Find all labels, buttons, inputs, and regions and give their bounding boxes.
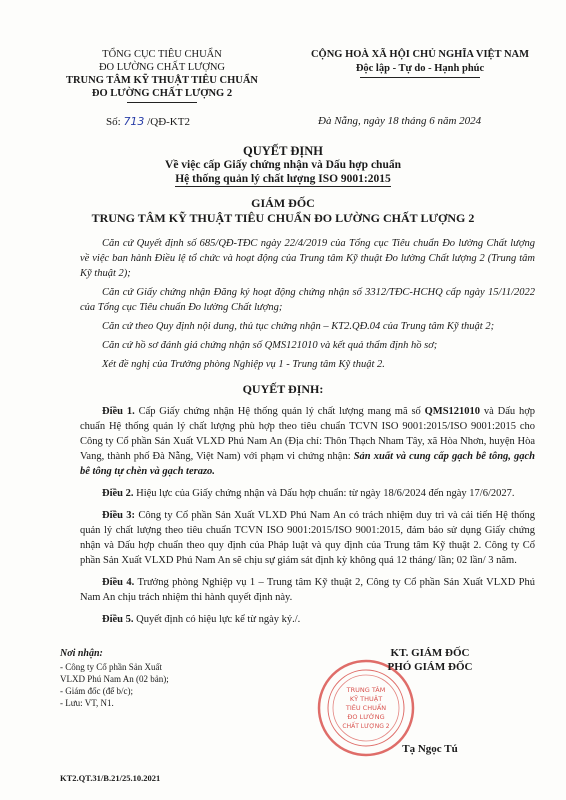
national-motto: Độc lập - Tự do - Hạnh phúc — [355, 63, 485, 74]
form-code: KT2.QT.31/B.21/25.10.2021 — [60, 773, 161, 783]
recipient-line-3: - Giám đốc (để b/c); — [60, 686, 133, 696]
authority-heading — [0, 196, 566, 226]
authority-line-1: GIÁM ĐỐC — [251, 196, 315, 210]
article-4-label: Điều 4. — [102, 577, 135, 588]
stamp-text-2: KỸ THUẬT — [349, 695, 383, 703]
signature-block — [340, 646, 520, 756]
article-1-label: Điều 1. — [102, 406, 135, 417]
recitals — [80, 236, 535, 376]
title-line-1: QUYẾT ĐỊNH — [243, 144, 323, 158]
doc-number-suffix: /QĐ-KT2 — [147, 116, 190, 128]
signer-line-1: KT. GIÁM ĐỐC — [390, 647, 470, 659]
stamp-text-5: CHẤT LƯỢNG 2 — [342, 723, 390, 730]
place-date: Đà Nẵng, ngày 18 tháng 6 năm 2024 — [318, 115, 482, 127]
decision-heading: QUYẾT ĐỊNH: — [242, 382, 324, 396]
title-line-2: Về việc cấp Giấy chứng nhận và Dấu hợp chuẩn — [165, 159, 401, 171]
article-5-text: Quyết định có hiệu lực kể từ ngày ký./. — [136, 614, 301, 625]
issuing-agency-header — [62, 48, 262, 103]
recital-3: Căn cứ theo Quy định nội dung, thủ tục chứng nhận – KT2.QĐ.04 của Trung tâm Kỹ thuật 2; — [102, 321, 495, 332]
document-number — [106, 115, 190, 128]
article-1-text-mid: và Dấu hợp chuẩn Hệ thống quản lý chất lượng phù hợp theo tiêu chuẩn TCVN ISO 9001:2015/ISO 9001:2015 cho Công ty Cổ phần Sản Xuất VLXD Phú Nam An (Địa chỉ: Thôn Thạch Nham Tây, xã Hòa Nhơn, huyện Hòa Vang, thành phố Đà Nẵng, Việt Nam) với phạm vi chứng nhận: — [80, 406, 536, 462]
article-5-label: Điều 5. — [102, 614, 134, 625]
article-3 — [80, 508, 535, 568]
center-line-1: TRUNG TÂM KỸ THUẬT TIÊU CHUẨN — [65, 75, 259, 86]
stamp-text-3: TIÊU CHUẨN — [345, 704, 387, 712]
agency-line-2: ĐO LƯỜNG CHẤT LƯỢNG — [98, 62, 226, 73]
article-1-text-pre: Cấp Giấy chứng nhận Hệ thống quản lý chất lượng mang mã số — [138, 406, 421, 417]
article-1-scope: Sản xuất và cung cấp gạch bê tông, gạch bê tông tự chèn và gạch terazo. — [80, 451, 536, 477]
authority-line-2: TRUNG TÂM KỸ THUẬT TIÊU CHUẨN ĐO LƯỜNG CHẤT LƯỢNG 2 — [91, 211, 475, 225]
signer-name: Tạ Ngọc Tú — [402, 743, 458, 755]
doc-number-prefix: Số: — [106, 116, 121, 128]
article-2-label: Điều 2. — [102, 488, 134, 499]
article-4-text: Trưởng phòng Nghiệp vụ 1 – Trung tâm Kỹ thuật 2, Công ty Cổ phần Sản Xuất VLXD Phú Nam An chịu trách nhiệm thi hành quyết định này. — [80, 577, 536, 603]
doc-number-handwritten: 713 — [123, 115, 145, 128]
title-line-3: Hệ thống quản lý chất lượng ISO 9001:2015 — [175, 173, 391, 185]
recipients — [60, 648, 260, 709]
recital-1: Căn cứ Quyết định số 685/QĐ-TĐC ngày 22/4/2019 của Tổng cục Tiêu chuẩn Đo lường Chất lượng về việc ban hành Điều lệ tổ chức và hoạt động của Trung tâm Kỹ thuật Đo lường Chất lượng 2 (Trung tâm Kỹ thuật 2); — [80, 238, 535, 279]
recital-5: Xét đề nghị của Trưởng phòng Nghiệp vụ 1 - Trung tâm Kỹ thuật 2. — [102, 359, 385, 370]
article-3-text: Công ty Cổ phần Sản Xuất VLXD Phú Nam An có trách nhiệm duy trì và cải tiến Hệ thống quản lý chất lượng theo tiêu chuẩn TCVN ISO 9001:2015/ISO 9001:2015, đảm bảo sử dụng Giấy chứng nhận và Dấu hợp chuẩn theo quy định của Pháp luật và quy định của Trung tâm Kỹ thuật 2. Công ty Cổ phần Sản Xuất VLXD Phú Nam An sẽ chịu sự giám sát định kỳ không quá 12 tháng/ lần; 02 lần/ 3 năm. — [80, 510, 536, 566]
article-2-text: Hiệu lực của Giấy chứng nhận và Dấu hợp chuẩn: từ ngày 18/6/2024 đến ngày 17/6/2027. — [136, 488, 515, 499]
recipient-line-1: - Công ty Cổ phần Sản Xuất — [60, 662, 162, 672]
stamp-text-1: TRUNG TÂM — [346, 686, 386, 694]
article-1-code: QMS121010 — [424, 406, 481, 417]
center-line-2: ĐO LƯỜNG CHẤT LƯỢNG 2 — [91, 88, 233, 99]
recipient-line-2: VLXD Phú Nam An (02 bản); — [60, 674, 169, 684]
article-1 — [80, 404, 535, 479]
stamp-text-4: ĐO LƯỜNG — [347, 713, 385, 721]
article-4 — [80, 575, 535, 605]
recital-4: Căn cứ hồ sơ đánh giá chứng nhận số QMS121010 và kết quả thẩm định hồ sơ; — [102, 340, 438, 351]
decision-title — [0, 144, 566, 187]
header-right-underline — [360, 77, 480, 78]
national-header — [300, 48, 540, 78]
signer-line-2: PHÓ GIÁM ĐỐC — [387, 661, 473, 673]
recipient-line-4: - Lưu: VT, N1. — [60, 698, 114, 708]
recital-2: Căn cứ Giấy chứng nhận Đăng ký hoạt động chứng nhận số 3312/TĐC-HCHQ cấp ngày 15/11/2022 của Tổng cục Tiêu chuẩn Đo lường Chất lượng; — [80, 287, 535, 313]
header-left-underline — [127, 102, 197, 103]
nation-name: CỘNG HOÀ XÃ HỘI CHỦ NGHĨA VIỆT NAM — [310, 49, 530, 60]
agency-line-1: TỔNG CỤC TIÊU CHUẨN — [102, 49, 222, 60]
articles — [80, 404, 535, 634]
recipients-heading: Nơi nhận: — [60, 648, 103, 659]
article-3-label: Điều 3: — [102, 510, 136, 521]
article-5 — [80, 612, 535, 627]
article-2 — [80, 486, 535, 501]
